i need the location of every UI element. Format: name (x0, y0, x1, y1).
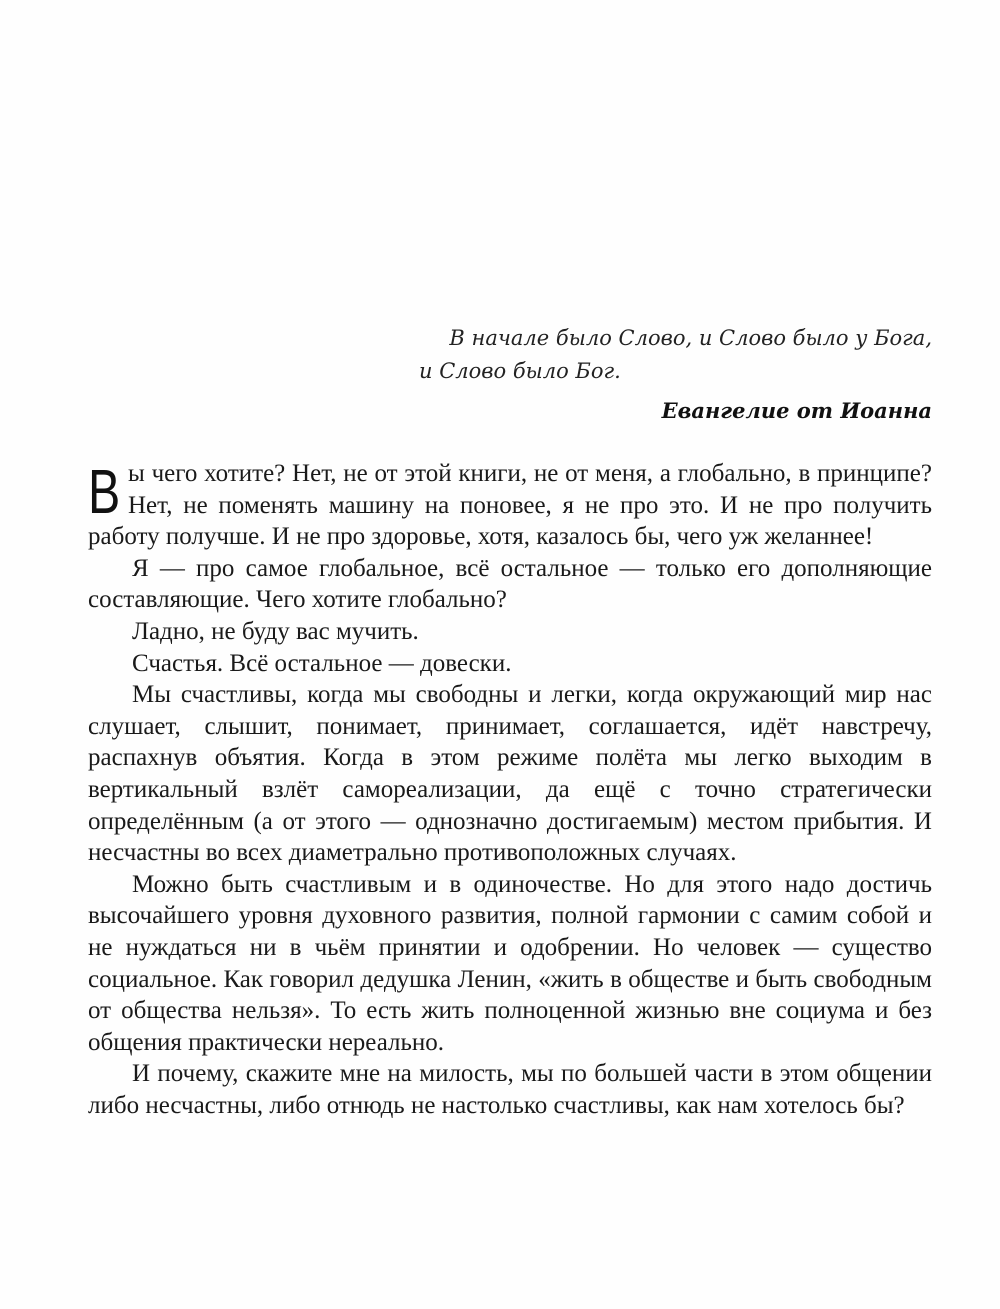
paragraph-6: Можно быть счастливым и в одиночестве. Но для этого надо достичь высочайшего уровня духовного развития, полной гармонии с самим собой и не нуждаться ни в чьём принятии и одобрении. Но человек — существо социальное. Как говорил дедушка Ленин, «жить в обществе и быть свободным от общества нельзя». То есть жить полноценной жизнью вне социума и без общения практически нереально. (88, 870, 932, 1056)
epigraph-line-1: В начале было Слово, и Слово было у Бога, (449, 326, 932, 350)
drop-cap: В (88, 458, 121, 527)
paragraph-1 (88, 458, 932, 553)
epigraph-source: Евангелие от Иоанна (661, 398, 932, 423)
paragraph-1-text: ы чего хотите? Нет, не от этой книги, не от меня, а глобально, в принципе? Нет, не поменять машину на поновее, я не про это. И не про получить работу получше. И не про здоровье, хотя, казалось бы, чего уж желаннее! (88, 460, 932, 551)
paragraph-5: Мы счастливы, когда мы свободны и легки, когда окружающий мир нас слушает, слышит, понимает, принимает, соглашается, идёт навстречу, распахнув объятия. Когда в этом режиме полёта мы легко выходим в вертикальный взлёт самореализации, да ещё с точно стратегически определённым (а от этого — однозначно достигаемым) местом прибытия. И несчастны во всех диаметрально противоположных случаях. (88, 681, 932, 867)
paragraph-4: Счастья. Всё остальное — довески. (132, 649, 512, 677)
main-text (88, 458, 932, 1121)
epigraph-line-2: и Слово было Бог. (419, 359, 621, 383)
epigraph (350, 322, 932, 427)
paragraph-7: И почему, скажите мне на милость, мы по большей части в этом общении либо несчастны, либо отнюдь не настолько счастливы, как нам хотелось бы? (88, 1060, 932, 1119)
paragraph-2: Я — про самое глобальное, всё остальное — только его дополняющие составляющие. Чего хотите глобально? (88, 554, 932, 614)
paragraph-3: Ладно, не буду вас мучить. (132, 617, 419, 645)
